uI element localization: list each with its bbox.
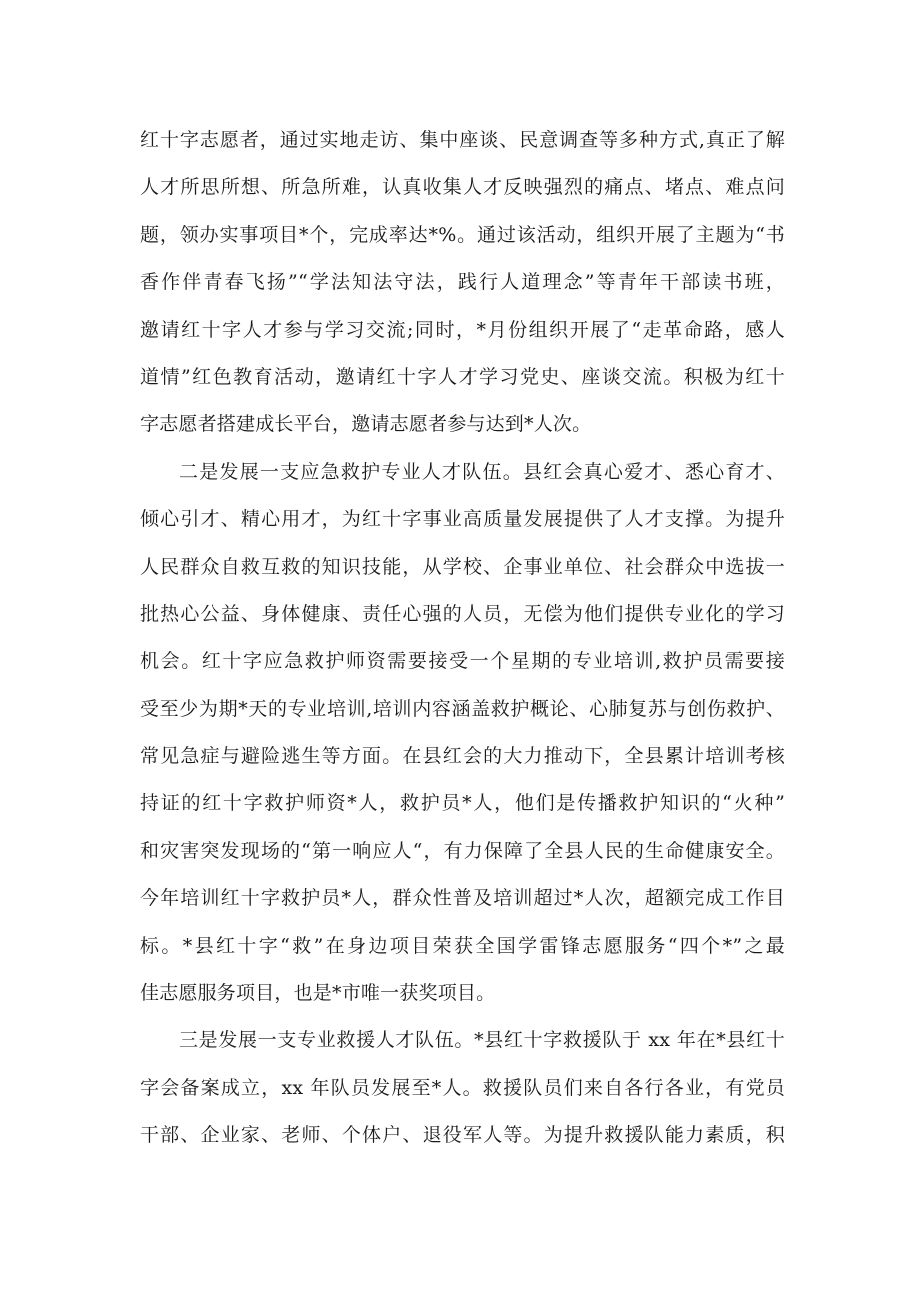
document-body xyxy=(140,117,785,1160)
text-line: 字志愿者搭建成长平台，邀请志愿者参与达到*人次。 xyxy=(140,413,592,436)
text-line: 人民群众自救互救的知识技能，从学校、企事业单位、社会群众中选拔一 xyxy=(140,555,785,578)
text-line: 题，领办实事项目*个，完成率达*%。通过该活动，组织开展了主题为“书 xyxy=(140,223,785,246)
text-line: 道情”红色教育活动，邀请红十字人才学习党史、座谈交流。积极为红十 xyxy=(140,365,785,388)
text-line: 人才所思所想、所急所难，认真收集人才反映强烈的痛点、堵点、难点问 xyxy=(140,176,785,199)
paragraph-intro-continuation xyxy=(140,117,785,449)
text-line: 干部、企业家、老师、个体户、退役军人等。为提升救援队能力素质，积 xyxy=(140,1124,785,1147)
text-line: 和灾害突发现场的“第一响应人“，有力保障了全县人民的生命健康安全。 xyxy=(140,839,785,862)
text-line: 佳志愿服务项目，也是*市唯一获奖项目。 xyxy=(140,982,496,1005)
text-line: 标。*县红十字“救”在身边项目荣获全国学雷锋志愿服务“四个*”之最 xyxy=(140,934,785,957)
text-line: 持证的红十字救护师资*人，救护员*人，他们是传播救护知识的“火种” xyxy=(140,792,785,815)
text-line: 字会备案成立，xx 年队员发展至*人。救援队员们来自各行各业，有党员 xyxy=(140,1076,785,1099)
text-line: 今年培训红十字救护员*人，群众性普及培训超过*人次，超额完成工作目 xyxy=(140,887,785,910)
text-line: 红十字志愿者，通过实地走访、集中座谈、民意调查等多种方式,真正了解 xyxy=(140,129,785,151)
text-line: 常见急症与避险逃生等方面。在县红会的大力推动下，全县累计培训考核 xyxy=(140,745,785,768)
text-line: 邀请红十字人才参与学习交流;同时，*月份组织开展了“走革命路，感人 xyxy=(140,318,785,341)
text-line: 二是发展一支应急救护专业人才队伍。县红会真心爱才、悉心育才、 xyxy=(179,460,785,483)
text-line: 三是发展一支专业救援人才队伍。*县红十字救援队于 xx 年在*县红十 xyxy=(179,1029,785,1052)
text-line: 倾心引才、精心用才，为红十字事业高质量发展提供了人才支撑。为提升 xyxy=(140,508,785,531)
text-line: 机会。红十字应急救护师资需要接受一个星期的专业培训,救护员需要接 xyxy=(140,650,785,673)
paragraph-third-point xyxy=(140,1017,785,1159)
paragraph-second-point xyxy=(140,449,785,1018)
text-line: 香作伴青春飞扬”“学法知法守法，践行人道理念”等青年干部读书班， xyxy=(140,271,785,294)
text-line: 批热心公益、身体健康、责任心强的人员，无偿为他们提供专业化的学习 xyxy=(140,602,785,625)
text-line: 受至少为期*天的专业培训,培训内容涵盖救护概论、心肺复苏与创伤救护、 xyxy=(140,697,785,720)
